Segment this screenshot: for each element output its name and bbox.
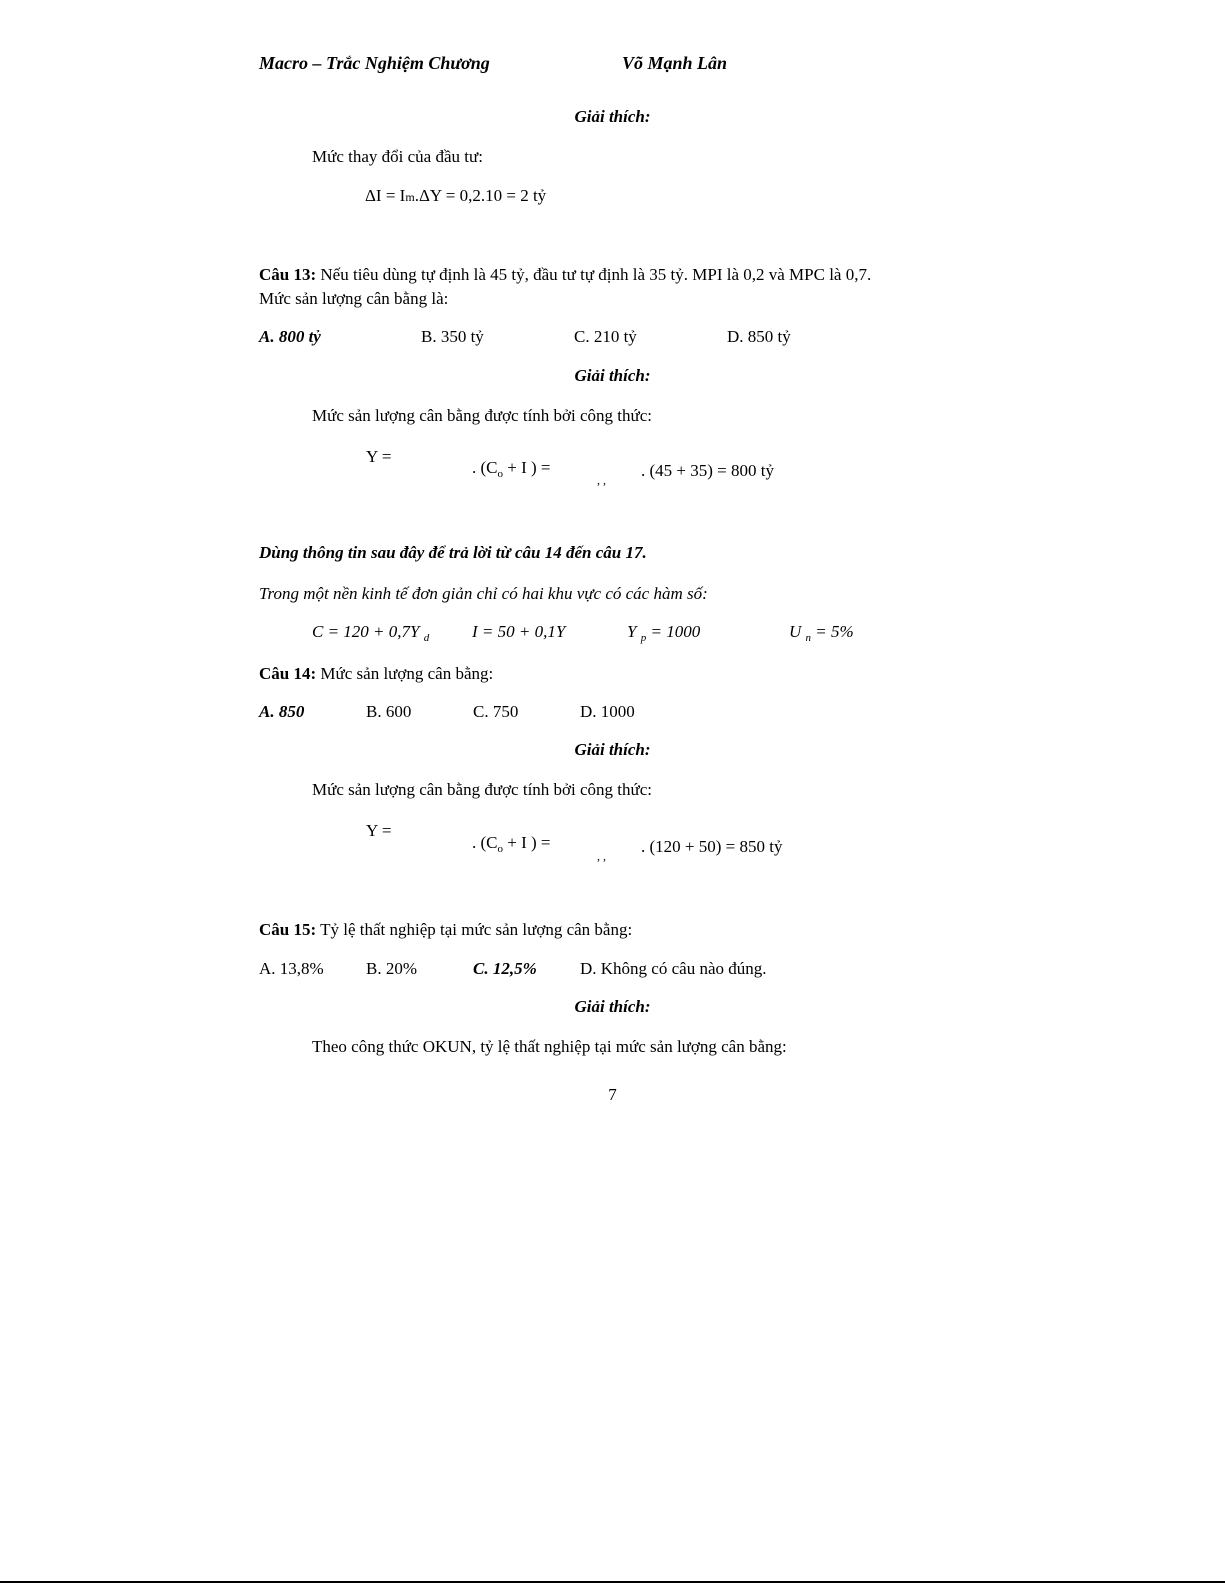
q13-option-a: A. 800 tỷ — [259, 327, 321, 346]
explain-heading: Giải thích: — [574, 366, 651, 385]
formula-result: . (120 + 50) = 850 tỷ — [641, 837, 783, 856]
q14-option-b: B. 600 — [366, 702, 412, 721]
page-number: 7 — [608, 1085, 617, 1104]
q14-option-d: D. 1000 — [580, 702, 635, 721]
q14-option-a: A. 850 — [259, 702, 305, 721]
formula-result: . (45 + 35) = 800 tỷ — [641, 461, 774, 480]
formula-commas: , , — [597, 473, 606, 487]
page-bottom-rule — [0, 1581, 1225, 1583]
question-13: Câu 13: Nếu tiêu dùng tự định là 45 tỷ, đầu tư tự định là 35 tỷ. MPI là 0,2 và MPC là 0,7. — [259, 265, 872, 284]
q15-option-d: D. Không có câu nào đúng. — [580, 959, 767, 978]
function-un: U $_n$ = 5% — [789, 622, 854, 644]
formula-delta-i: ΔI = Im.ΔY = 0,2.10 = 2 tỷ — [365, 186, 547, 205]
explain-heading: Giải thích: — [574, 740, 651, 759]
formula-mid: . ($C_o + I$ ) = — [472, 833, 551, 855]
body-text: Mức sản lượng cân bằng được tính bởi công thức: — [312, 780, 653, 799]
info-heading: Dùng thông tin sau đây để trả lời từ câu 14 đến câu 17. — [259, 543, 647, 562]
function-yp: Y $_p$ = 1000 — [627, 622, 701, 644]
question-13-line2: Mức sản lượng cân bằng là: — [259, 289, 449, 308]
question-15: Câu 15: Tỷ lệ thất nghiệp tại mức sản lượng cân bằng: — [259, 920, 633, 939]
explain-heading: Giải thích: — [574, 107, 651, 126]
q13-option-c: C. 210 tỷ — [574, 327, 637, 346]
formula-y-eq: Y = — [366, 447, 392, 466]
info-intro: Trong một nền kinh tế đơn giản chỉ có hai khu vực có các hàm số: — [259, 584, 708, 603]
function-i: I = 50 + 0,1Y — [472, 622, 566, 641]
body-text: Mức sản lượng cân bằng được tính bởi công thức: — [312, 406, 653, 425]
q15-option-b: B. 20% — [366, 959, 417, 978]
function-c: C = 120 + 0,7Y $_d$ — [312, 622, 430, 644]
q13-option-b: B. 350 tỷ — [421, 327, 484, 346]
header-left: Macro – Trắc Nghiệm Chương — [259, 53, 490, 73]
explain-heading: Giải thích: — [574, 997, 651, 1016]
formula-y-eq: Y = — [366, 821, 392, 840]
body-text: Mức thay đổi của đầu tư: — [312, 147, 483, 166]
question-14: Câu 14: Mức sản lượng cân bằng: — [259, 664, 494, 683]
q15-option-a: A. 13,8% — [259, 959, 324, 978]
q14-option-c: C. 750 — [473, 702, 519, 721]
q13-option-d: D. 850 tỷ — [727, 327, 791, 346]
body-text: Theo công thức OKUN, tỷ lệ thất nghiệp tại mức sản lượng cân bằng: — [312, 1037, 787, 1056]
formula-mid: . ($C_o + I$ ) = — [472, 458, 551, 480]
formula-commas: , , — [597, 849, 606, 863]
q15-option-c: C. 12,5% — [473, 959, 537, 978]
header-right: Võ Mạnh Lân — [622, 53, 728, 73]
